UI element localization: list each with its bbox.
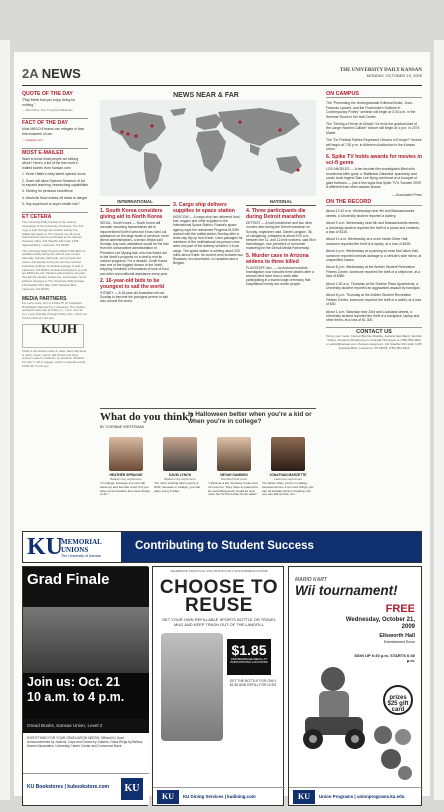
world-map <box>100 100 316 196</box>
respondent-quote: "It's more exciting when you're a child, because in college, you can party every Friday." <box>154 481 201 493</box>
respondent-title: Baldwin City sophomore <box>164 477 196 481</box>
respondent <box>100 437 152 497</box>
respondent-photo <box>109 437 143 471</box>
kujh-logo-box <box>22 320 84 348</box>
media-partners-text: For more news, turn to KUJH-TV on Sunflower Broadband Channel 31 in Lawrence. The student-produced news airs at 5:30 p.m., 7 p.m. and 10 p.m. every Monday through Friday. Also, check out KUJH online at tv.ku.edu. <box>22 300 87 321</box>
campus-item: The "Presenting the Undergraduate Editorial Burke, Jean-Francois Lyotard, and the Postmodern Sublime in Contemporary Poetry" seminar will begin at 3:30 p.m. in the Seminar Room in the Hall Center. <box>326 101 416 119</box>
fact-heading: FACT OF THE DAY <box>22 118 88 125</box>
international-column <box>100 200 170 305</box>
respondent <box>208 437 260 497</box>
choose-title: CHOOSE TO REUSE <box>159 577 279 616</box>
ku-logo: KU <box>121 778 143 800</box>
brief-body: FLAGSTAFF, Ariz. — An Arizona homicide investigation now includes three deaths after a woman died more than a week after participating in a sweat lodge ceremony that hospitalized nearly two dozen people. <box>246 265 314 287</box>
ku-logo-text: KU <box>27 534 63 560</box>
tournament-venue <box>343 633 415 645</box>
record-item: About 1 a.m. Saturday near 23rd and Louisiana streets, a University student reported the theft of a backpack, laptop and other items, at a loss of $1,300. <box>326 309 420 323</box>
grad-finale-title: Grad Finale <box>23 567 149 607</box>
respondent-name: JONATHAN MARZETTE <box>269 473 307 477</box>
record-item: About 9 a.m. Wednesday near 6th and Massachusetts streets, a University student reported the theft of a purse and contents, a loss of $115. <box>326 221 420 234</box>
choose-subtitle: GET YOUR OWN REFILLABLE SPORTS BOTTLE OR TRAVEL MUG AND KEEP TRASH OUT OF THE LANDFILL <box>161 617 277 627</box>
respondent <box>154 437 206 493</box>
tournament-date: Wednesday, October 21, 2009 <box>345 617 415 630</box>
ku-memorial-unions-logo <box>23 532 121 562</box>
record-list <box>326 209 422 323</box>
respondent-title: Baldwin City sophomore <box>110 477 142 481</box>
record-item: About 12:10 a.m. Wednesday near 9th and Massachusetts streets, a University student reported a battery. <box>326 209 415 218</box>
union-programs-link[interactable]: Union Programs | unionprograms.ku.edu <box>319 794 405 799</box>
quote-heading: QUOTE OF THE DAY <box>22 91 73 97</box>
section-number: 2A <box>22 66 39 81</box>
respondent-photo <box>271 437 305 471</box>
brief-headline[interactable]: 1. South Korea considers giving aid to North Korea <box>100 208 163 221</box>
choose-tagline: CELEBRATE PRACTICAL SOLUTIONS FOR A SUSTAINABLE FUTURE <box>170 569 268 573</box>
brief-body: SYDNEY — A 16-year-old Australian set out Sunday to become the youngest person to sail solo around the world. <box>100 290 168 304</box>
free-label: FREE <box>385 603 415 615</box>
respondent-name: HEATHER SPRAGUE <box>109 473 143 477</box>
adjacent-page-left <box>0 40 10 800</box>
brief-headline[interactable]: 4. Three participants die during Detroit marathon <box>246 208 306 221</box>
section-label <box>22 66 81 81</box>
ad-row <box>22 566 422 812</box>
kjhk-text: KJHK is the student voice in radio. Each day there is news, music, sports, talk shows and other content made for students, by students. Whether it's rock 'n' roll or reggae, sports or special events, KJHK 90.7 is for you. <box>22 348 87 369</box>
campus-item: The "Do Political Parties Represent Citizens in Europe?" lecture will begin at 7:30 p.m. in Alderson Auditorium in the Kansas Union. <box>326 138 422 152</box>
memorial-unions-banner-ad[interactable] <box>22 531 422 563</box>
bookstore-footer <box>23 773 149 805</box>
respondent-quote: "In college, because you can still dress up and feel like a kid, but you have more freedom and more things to do." <box>100 481 150 497</box>
kujh-logo: KUJH <box>41 320 78 336</box>
brief-headline[interactable]: 6. Spike TV holds awards for movies in sci-fi genre <box>326 154 422 167</box>
most-emailed-item[interactable]: 2. Grant will allow Spencer Museum of Art to expand teaching, researching capabilities <box>22 178 88 188</box>
kart-illustration <box>295 657 373 757</box>
section-name: NEWS <box>41 66 81 81</box>
record-item: About 4 p.m. Wednesday at a parking lot near McCollum Hall, someone reported criminal damage to a vehicle's side mirror, at unspecified losses. <box>326 249 422 262</box>
record-item: About 1:30 a.m. Thursday at the Sunrise Place Apartments, a University student reported an aggravated assault by handgun. <box>326 281 421 290</box>
national-heading: NATIONAL <box>246 200 316 206</box>
opinion-poll <box>100 408 316 528</box>
record-item: About 6 p.m. Thursday at the Ambler Student Recreation Fitness Center, someone reported the theft of a wallet, at a loss of $30. <box>326 293 422 307</box>
union-programs-footer <box>289 787 423 805</box>
respondent <box>262 437 314 497</box>
most-emailed-item[interactable]: 5. Say superfood or super-health risk? <box>22 202 80 207</box>
contact-text: Tell us your news. Contact Bernice Rashke, Jessica Sain-Baird, Jennifer Torline, Roxanne Phanbuong or Amanda Thompson at (785) 864-4810 or editor@kansan.com. Kansan newsroom, 111 Stauffer-Flint Hall, 1435 Jayhawk Blvd., Lawrence, KS 66045, (785) 864-4810 <box>326 334 422 351</box>
brief-body: SEOUL, South Korea — South Korea will consider resuming humanitarian aid to impoverished North Korea but it has ruled out assistance on the large scale of previous, more liberal administrations, a senior official said Sunday. Any such assistance would be the first from the conservative administration of President Lee Myung-bak, who has linked aid to the North's progress on a deal to end its nuclear programs. For a decade, South Korea was one of the biggest donors to the North, shipping hundreds of thousands of tons of food and other unconditional assistance every year. <box>100 221 169 276</box>
travel-mugs-image <box>161 633 223 741</box>
opinion-title <box>100 411 194 423</box>
paper-name: THE UNIVERSITY DAILY KANSAN <box>339 68 422 73</box>
refill-price: $1.85 <box>231 642 267 658</box>
world-map-graphic <box>100 100 316 196</box>
etcetera-heading: ET CETERA <box>22 212 88 219</box>
quote-source: — Pam Rose, Sun Tzu-jumis Wildtimes <box>22 108 73 113</box>
signup-times: SIGN UP 6:30 p.m. STARTS 6:30 p.m. <box>354 653 415 663</box>
brief-body: LOS ANGELES — A fan favorite film investigated filled with murderous killer gods, a 'Battlestar Galactica' spaceship and comic book legend Stan Lee flying overhead on a bouquet of giant balloons — just a few signs that Spike TV's 'Scream 2009' is different from other awards shows. <box>326 167 422 190</box>
most-emailed-item[interactable]: 4. Alcoholic flood makes off leads to danger <box>22 195 88 200</box>
grad-time-text: 10 a.m. to 4 p.m. <box>27 690 125 704</box>
brief-headline[interactable]: 2. 16-year-old bids to be youngest to sail the world <box>100 277 164 290</box>
adjacent-page-right <box>434 40 444 800</box>
refill-offer: GET THE BOTTLE FOR ONLY $2.50 AND REFILL FOR LESS <box>229 679 277 688</box>
masthead <box>22 66 422 86</box>
campus-item: The "Driving a Ferrari at 60mph" for texts the gradual start of the Lange Hashim Collider" lecture will begin at 4 p.m. in 2074 Malott. <box>326 122 420 135</box>
graduation-photo <box>23 607 149 673</box>
record-item: About 11 a.m. Wednesday at a room inside Oliver Hall, someone reported the theft of a laptop, at a loss of $425. <box>326 237 412 246</box>
most-emailed-item[interactable]: 3. Striving for personal excellence <box>22 189 73 194</box>
choose-to-reuse-ad[interactable] <box>152 566 284 806</box>
mario-kart-brand: MARIO KART <box>295 577 327 583</box>
ku-logo: KU <box>293 790 315 804</box>
on-campus-heading: ON CAMPUS <box>326 92 422 98</box>
opinion-question: Is Halloween better when you're a kid or when you're in college? <box>188 411 312 426</box>
dining-link[interactable]: KU Dining Services | kudining.com <box>183 794 256 799</box>
respondent-title: Lawrence sophomore <box>274 477 302 481</box>
opinion-title-text: What do you think? <box>100 411 194 423</box>
fact-text: Most MASCHI teams can relegate in their first midweek of use. <box>22 127 85 136</box>
dining-footer <box>153 787 285 805</box>
left-column <box>22 92 88 369</box>
respondent-quote: "It's better when you're in college, because there's a lot more things you can do besides trick-or-treating, but you can still do that, too." <box>262 481 314 497</box>
masthead-right <box>340 68 422 78</box>
venue-room: Entertainment Room <box>383 640 415 644</box>
contact-heading: CONTACT US <box>326 327 422 334</box>
map-title: NEWS NEAR & FAR <box>173 92 239 99</box>
national-column <box>246 200 316 289</box>
grad-description: EVERYTHING FOR YOUR GRADUATION NEEDS: Official KU Grad Announcements by Jostens, Caps and Gowns by Jostens, Class Rings by Balfour, Alumni Association, University Career Center and Commerce Bank <box>23 733 149 773</box>
opinion-byline: BY CORINNE WESTEMAN <box>100 425 145 429</box>
etcetera-text: The University Daily Kansan is the student newspaper of the University of Kansas. The first copy is paid through the student activity fee. Additional copies of The Kansan are 25 cents. Subscriptions can be purchased at the Kansan business office, 119 Stauffer-Flint Hall, 1435 Jayhawk Blvd., Lawrence, KS 66045. <box>22 220 84 247</box>
refill-price-box <box>227 639 271 675</box>
character-icons <box>371 723 415 783</box>
right-column <box>326 92 422 350</box>
grad-location: Oread Books, Kansas Union, Level 2 <box>23 719 149 733</box>
international-heading: INTERNATIONAL <box>100 200 170 206</box>
brief-body: DETROIT — A half marathoner and two other runners died during the Detroit marathon on Sunday, organizers said. Daniel Langdon, 36, of Laingsburg, collapsed at about 9:02 a.m. between the 11- and 12-mile markers, said Rich Harshbarger, vice president of consumer marketing for the Detroit Media Partnership. <box>246 221 316 251</box>
grad-finale-ad[interactable] <box>22 566 148 806</box>
grad-join-text: Join us: Oct. 21 <box>27 675 121 689</box>
wire-source: — Associated Press <box>391 192 422 197</box>
refill-price-text: PER BEVERAGE REFILL AT PARTICIPATING LOCATIONS <box>230 657 268 665</box>
university-text: The University of Kansas <box>61 554 101 558</box>
media-partners-heading: MEDIA PARTNERS <box>22 296 67 303</box>
brief-body: MOSCOW — A cargo ship has delivered food, fuel, oxygen and other supplies to the International Space Station. Russia's space agency says the unmanned Progress M-03M docked with the orbital station Sunday after a three-day trip up from Earth. Cans packages for members of the multinational six-person crew were one part of the delivery vehicle's 2.6-ton cargo. The space station is orbiting about 225 miles above Earth. Its current crew includes two Russians, two Americans, a Canadian and a Belgian. <box>173 215 243 266</box>
record-item: About 8 p.m. Wednesday at the Ambler Student Recreation Fitness Center, someone reported the theft of a cellphone, at a loss of $380. <box>326 265 421 279</box>
grad-finale-date <box>23 673 149 719</box>
middle-column <box>173 200 243 267</box>
respondent-title: Overland Park junior <box>220 477 248 481</box>
memorial-unions-text: MEMORIAL UNIONS <box>61 538 102 554</box>
banner-slogan: Contributing to Student Success <box>135 540 314 552</box>
respondent-quote: "I think as a kid, because it was a lot of more fun. They have to pretend to be something and it would be a lot more fun for them than for an adult." <box>208 481 258 497</box>
mario-kart-ad[interactable] <box>288 566 422 806</box>
fact-source: — snapple.com <box>22 138 43 143</box>
news-briefs <box>100 200 316 406</box>
brief-headline[interactable]: 3. Cargo ship delivers supplies to space station <box>173 202 235 214</box>
quote-text: "Play Meek that you enjoy doing for nothing." <box>22 98 76 107</box>
most-emailed-intro: Want to know what people are talking about? Here's a list of the five most e-mailed stories from Kansan.com: <box>22 157 79 170</box>
respondent-name: DAVID LYNCH <box>169 473 191 477</box>
prizes-badge: prizes $25 gift card <box>383 685 413 715</box>
wii-tournament-title: Wii tournament! <box>295 583 398 598</box>
ku-logo: KU <box>157 790 179 804</box>
newspaper-page <box>14 52 430 801</box>
venue-name: Ellsworth Hall <box>379 633 415 639</box>
bookstore-link[interactable]: KU Bookstores | kubookstore.com <box>27 784 109 790</box>
respondent-photo <box>217 437 251 471</box>
respondent-photo <box>163 437 197 471</box>
on-the-record-heading: ON THE RECORD <box>326 200 422 206</box>
brief-headline[interactable]: 5. Murder case in Arizona widens to three killed <box>246 252 309 265</box>
respondent-name: NEYAH GAMMON <box>220 473 248 477</box>
most-emailed-heading: MOST E-MAILED <box>22 148 88 155</box>
etcetera-text-2: The University Daily Kansan (ISSN 0746-4967) is published daily during the school year except Saturday, Sunday, fall break, spring break and exams and weekly during the summer session excluding holidays. Periodical postage is paid in Lawrence, KS 66044. Annual subscriptions by mail are $250 plus tax. Student subscriptions are paid through the student activity fee. Postmaster: Send address changes to The University Daily Kansan, 119 Stauffer-Flint Hall, 1435 Jayhawk Blvd., Lawrence, KS 66045. <box>22 248 87 291</box>
issue-date: MONDAY, OCTOBER 19, 2009 <box>366 73 422 78</box>
most-emailed-item[interactable]: 1. Kevin Hattin's early latent opened doors <box>22 172 86 177</box>
